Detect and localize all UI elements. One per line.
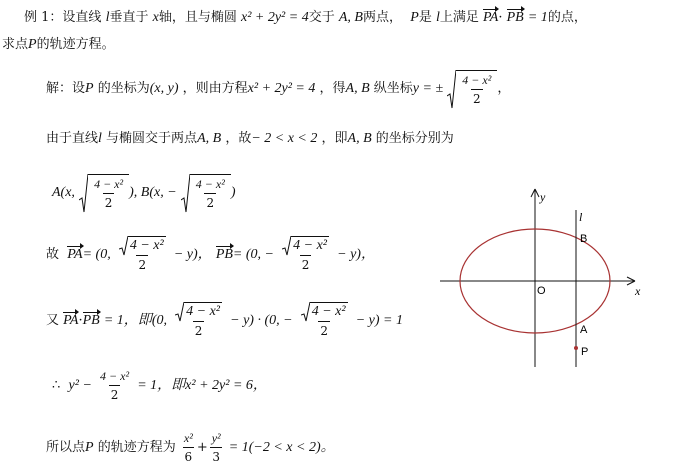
solution-line-4: 故 PA= (0, $\frac{\text{4 − x²}}{2}$ − y)， PB= (0, − $\frac{\text{4 − x²}}{2}$ − y)，	[46, 238, 375, 272]
problem-line-2: 求点P的轨迹方程。	[2, 37, 115, 52]
label-p: P	[581, 346, 589, 358]
solution-line-6: ∴ y² − $\frac{\text{4 − x²}}{2}$ = 1，即x² + 2y² = 6，	[52, 369, 267, 402]
vector-pa: PA	[483, 10, 499, 25]
solution-line-5: 又 PA·PB = 1，即(0, $\frac{\text{4 − x²}}{2}$ − y) · (0, − $\frac{\text{4 − x²}}{2}$ − y) = 1	[46, 304, 403, 338]
solution-line-3: A(x, $\frac{\text{4 − x²}}{2}$ ), B(x, − $\frac{\text{4 − x²}}{2}$ )	[52, 174, 236, 211]
solution-line-7: 所以点P 的轨迹方程为 $\frac{\text{x²}}{6}$ + $\frac{\text{y²}}{3}$ = 1(−2 < x < 2)。	[46, 431, 335, 464]
label-b: B	[580, 233, 588, 245]
problem-line-1: 例 1：设直线 l垂直于 x轴，且与椭圆 x² + 2y² = 4交于 A, B两点， P是 l上满足 PA· PB = 1的点，	[24, 10, 587, 25]
label-a: A	[580, 324, 588, 336]
label-o: O	[537, 285, 546, 297]
solution-line-1: 解：设P 的坐标为(x, y) ，则由方程x² + 2y² = 4 ，得A, B 纵坐标y = ± $\frac{\text{4 − x²}}{2}$ ，	[46, 70, 510, 107]
sqrt-frac: $\frac{\text{4 − x²}}{2}$	[447, 70, 497, 107]
label-x: x	[635, 284, 641, 298]
ellipse-figure	[430, 185, 645, 375]
label-y: y	[540, 190, 546, 204]
vector-pb: PB	[506, 10, 524, 25]
solution-line-2: 由于直线l 与椭圆交于两点A, B ，故− 2 < x < 2 ，即A, B 的坐标分别为	[46, 131, 454, 146]
point-p	[574, 346, 578, 350]
label-l: l	[579, 210, 583, 224]
